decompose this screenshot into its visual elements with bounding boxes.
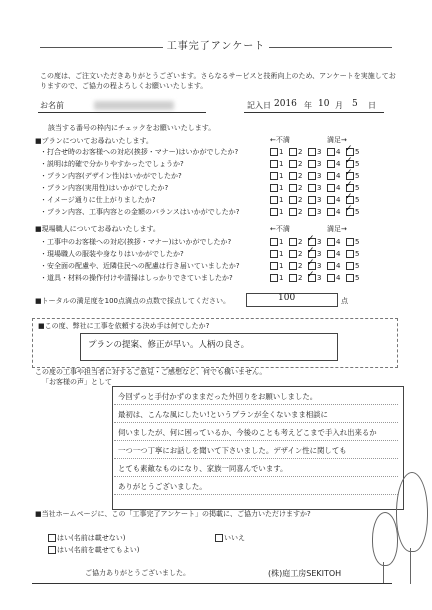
voice-line: 最初は、こんな風にしたい!というプランが全くないまま相談に [118,410,328,419]
option-number: 3 [317,160,322,168]
question-text: ・イメージ通りに仕上がりましたか? [40,196,156,204]
checkbox-icon [327,160,335,168]
date-year: 2016 [274,99,297,109]
voice-line: 今回ずっと手付かずのままだった外回りをお願いしました。 [118,392,318,401]
rating-option-3[interactable] [308,148,327,157]
rating-option-5[interactable] [345,204,365,217]
checkbox-icon [308,160,316,168]
checkbox-icon [327,250,335,258]
option-number: 5 [355,274,360,282]
option-number: 3 [317,148,322,156]
date-month: 10 [318,99,330,109]
tree-trunk [410,548,411,584]
checkbox-icon [270,250,278,258]
checkbox-icon [48,546,56,554]
option-number: 3 [317,238,322,246]
checkbox-icon [270,184,278,192]
rating-option-3[interactable] [308,196,327,205]
instruction-text: 該当する番号の枠内にチェックをお願いいたします。 [48,124,216,132]
option-number: 3 [317,250,322,258]
rating-option-5[interactable] [346,274,365,283]
checkbox-icon [346,250,354,258]
checkbox-icon [327,262,335,270]
voice-rule [114,422,398,423]
publish-option-yes-noname[interactable]: はい(名前は載せない) [48,534,125,543]
voice-line: 伺いましたが、何に困っているか、今後のことも考えどこまで手入れ出来るか [118,428,377,437]
option-number: 5 [355,148,360,156]
total-label: ■トータルの満足度を100点満点の点数で採点してください。 [35,297,230,305]
rating-option-4[interactable] [327,262,346,271]
rating-option-3[interactable] [308,160,327,169]
rating-option-2[interactable] [289,172,308,181]
checkbox-icon [308,208,316,216]
checkbox-icon [270,262,278,270]
checkbox-icon [270,274,278,282]
checkbox-icon [48,534,56,542]
checkbox-icon [289,172,297,180]
date-underline [244,112,384,113]
option-number: 5 [355,160,360,168]
rating-option-4[interactable] [327,172,346,181]
plan-heading: ■プランについてお尋ねいたします。 [35,137,153,145]
option-number: 1 [279,208,284,216]
rating-option-2[interactable] [289,250,308,259]
checkbox-icon [308,184,316,192]
option-number: 2 [298,238,303,246]
option-number: 1 [279,160,284,168]
rating-option-4[interactable] [327,250,346,259]
voice-rule [114,494,398,495]
check-mark-icon: ✓ [307,258,315,268]
rating-options [270,246,365,259]
check-mark-icon: ✓ [345,180,353,190]
check-mark-icon: ✓ [345,204,353,214]
option-number: 4 [336,238,341,246]
question-text: ・打合せ時のお客様への対応(挨拶・マナー)はいかがでしたか? [40,148,239,156]
date-day: 5 [352,99,358,109]
option-number: 1 [279,250,284,258]
rating-option-2[interactable] [289,160,308,169]
checkbox-icon [346,238,354,246]
option-number: 2 [298,208,303,216]
voice-rule [114,476,398,477]
date-day-unit: 日 [368,101,376,110]
rating-option-1[interactable] [270,184,289,193]
question-text: ・プラン内容(実用性)はいかがでしたか? [40,184,169,192]
question-text: ・プラン内容(デザイン性)はいかがでしたか? [40,172,182,180]
checkbox-icon [270,208,278,216]
footer-rule [32,583,392,584]
rating-option-3[interactable] [308,184,327,193]
reason-label: ■この度、弊社に工事を依頼する決め手は何でしたか? [38,322,210,330]
footer-thanks: ご協力ありがとうございました。 [85,569,190,577]
page-title: 工事完了アンケート [166,41,266,52]
checkbox-icon [289,250,297,258]
rating-option-5[interactable] [346,262,365,271]
voice-rule [114,458,398,459]
option-number: 5 [355,208,360,216]
rating-option-3[interactable] [308,208,327,217]
rating-options [270,270,365,283]
option-number: 3 [317,262,322,270]
checkbox-icon [289,148,297,156]
option-number: 4 [336,208,341,216]
voice-rule [114,440,398,441]
checkbox-icon [346,274,354,282]
option-number: 3 [317,274,322,282]
option-number: 1 [279,172,284,180]
checkbox-icon [289,262,297,270]
scale-high-2: 満足→ [327,225,347,233]
rating-option-1[interactable] [270,250,289,259]
option-number: 3 [317,208,322,216]
rating-option-1[interactable] [270,274,289,283]
question-text: ・道具・材料の操作付けや清掃はしっかりできていましたか? [40,274,233,282]
option-number: 2 [298,262,303,270]
voice-label: この度の工事や担当者に対するご意見・ご感想など、何でも構いません。 [35,368,267,376]
total-value: 100 [278,293,296,303]
rating-option-2[interactable] [289,184,308,193]
rating-option-2[interactable] [289,262,308,271]
checkbox-icon [289,196,297,204]
voice-line: ありがとうございました。 [118,482,207,491]
rating-option-1[interactable] [270,160,289,169]
rating-option-4[interactable] [327,208,346,217]
rating-option-1[interactable] [270,208,289,217]
rating-option-1[interactable] [270,238,289,247]
reason-answer: プランの提案、修正が早い。人柄の良さ。 [88,340,250,350]
checkbox-icon [289,184,297,192]
date-year-unit: 年 [304,101,312,110]
redacted-name [94,101,174,110]
option-number: 4 [336,184,341,192]
rating-option-4[interactable] [327,196,346,205]
checkbox-icon [327,208,335,216]
option-number: 1 [279,184,284,192]
rating-option-4[interactable] [327,238,346,247]
rating-option-3[interactable] [307,270,327,283]
rating-option-2[interactable] [289,148,308,157]
rating-options [270,204,365,217]
rating-option-2[interactable] [289,196,308,205]
checkbox-icon [327,184,335,192]
rating-option-1[interactable] [270,196,289,205]
option-number: 5 [355,250,360,258]
check-mark-icon: ✓ [307,270,315,280]
option-number: 2 [298,196,303,204]
option-number: 1 [279,196,284,204]
checkbox-icon [270,172,278,180]
checkbox-icon [289,160,297,168]
rating-option-4[interactable] [327,184,346,193]
publish-option-no[interactable]: いいえ [215,534,245,543]
scale-low-2: ←不満 [270,225,290,233]
option-number: 2 [298,160,303,168]
option-number: 4 [336,262,341,270]
option-number: 5 [355,262,360,270]
rating-option-4[interactable] [327,148,346,157]
check-mark-icon: ✓ [345,156,353,166]
checkbox-icon [289,274,297,282]
option-number: 2 [298,148,303,156]
voice-line: 一つ一つ丁寧にお話しを聞いて下さいました。デザイン性に関しても [118,446,347,455]
option-number: 2 [298,250,303,258]
footer-company: (株)庭工房SEKITOH [268,569,342,578]
rating-option-2[interactable] [289,274,308,283]
option-number: 4 [336,196,341,204]
option-number: 5 [355,184,360,192]
option-number: 5 [355,196,360,204]
scale-high: 満足→ [327,136,347,144]
checkbox-icon [270,160,278,168]
checkbox-icon [327,274,335,282]
option-number: 2 [298,172,303,180]
option-number: 4 [336,250,341,258]
publish-option-yes-name[interactable]: はい(名前を載せてもよい) [48,546,139,555]
rating-option-2[interactable] [289,208,308,217]
option-number: 1 [279,262,284,270]
option-number: 3 [317,196,322,204]
rating-option-4[interactable] [327,160,346,169]
rating-option-5[interactable] [346,250,365,259]
checkbox-icon [308,148,316,156]
rating-option-3[interactable] [308,172,327,181]
date-label: 記入日 [247,101,271,110]
option-number: 4 [336,148,341,156]
checkbox-icon [327,196,335,204]
option-number: 4 [336,160,341,168]
name-label: お名前 [40,101,64,110]
checkbox-icon [270,238,278,246]
check-mark-icon: ✓ [345,168,353,178]
tree-illustration [396,472,428,552]
question-text: ・工事中のお客様への対応(挨拶・マナー)はいかがでしたか? [40,238,232,246]
checkbox-icon [327,148,335,156]
rating-option-1[interactable] [270,262,289,271]
checkbox-icon [308,172,316,180]
option-number: 5 [355,172,360,180]
option-number: 4 [336,172,341,180]
option-number: 5 [355,238,360,246]
rating-option-1[interactable] [270,148,289,157]
question-text: ・プラン内容、工事内容との金額のバランスはいかがでしたか? [40,208,240,216]
question-text: ・現場職人の服装や身なりはいかがでしたか? [40,250,184,258]
name-underline [38,112,206,113]
rating-option-4[interactable] [327,274,346,283]
checkbox-icon [215,534,223,542]
checkbox-icon [289,238,297,246]
option-number: 4 [336,274,341,282]
voice-rule [114,404,398,405]
option-number: 2 [298,184,303,192]
question-text: ・説明は的確で分かりやすかったでしょうか? [40,160,184,168]
scale-low: ←不満 [270,136,290,144]
site-heading: ■現場職人についてお尋ねいたします。 [35,225,160,233]
total-unit: 点 [341,297,348,305]
option-number: 1 [279,238,284,246]
voice-line: とても素敵なものになり、家族一同喜んでいます。 [118,464,288,473]
tree-trunk-small [383,562,384,584]
publish-label: ■当社ホームページに、この「工事完了アンケート」の掲載に、ご協力いただけますか? [35,510,311,518]
rating-options [270,234,365,247]
option-number: 1 [279,148,284,156]
rating-option-2[interactable] [289,238,308,247]
checkbox-icon [346,262,354,270]
check-mark-icon: ✓ [307,246,315,256]
check-mark-icon: ✓ [307,234,315,244]
checkbox-icon [270,148,278,156]
rating-options [270,258,365,271]
rating-option-5[interactable] [346,238,365,247]
question-text: ・安全面の配慮や、近隣住民への配慮は行き届いていましたか? [40,262,240,270]
option-number: 3 [317,172,322,180]
option-number: 1 [279,274,284,282]
voice-tag: 「お客様の声」として [42,378,112,386]
check-mark-icon: ✓ [345,192,353,202]
checkbox-icon [327,238,335,246]
option-number: 2 [298,274,303,282]
date-month-unit: 月 [335,101,343,110]
check-mark-icon: ✓ [345,144,353,154]
tree-illustration-small [372,512,398,566]
checkbox-icon [327,172,335,180]
checkbox-icon [308,196,316,204]
rating-option-1[interactable] [270,172,289,181]
checkbox-icon [270,196,278,204]
intro-text: この度は、ご注文いただきありがとうございます。さらなるサービスと技術向上のため、アンケートを実施しておりますので、ご協力の程よろしくお願いいたします。 [40,72,396,90]
checkbox-icon [289,208,297,216]
option-number: 3 [317,184,322,192]
